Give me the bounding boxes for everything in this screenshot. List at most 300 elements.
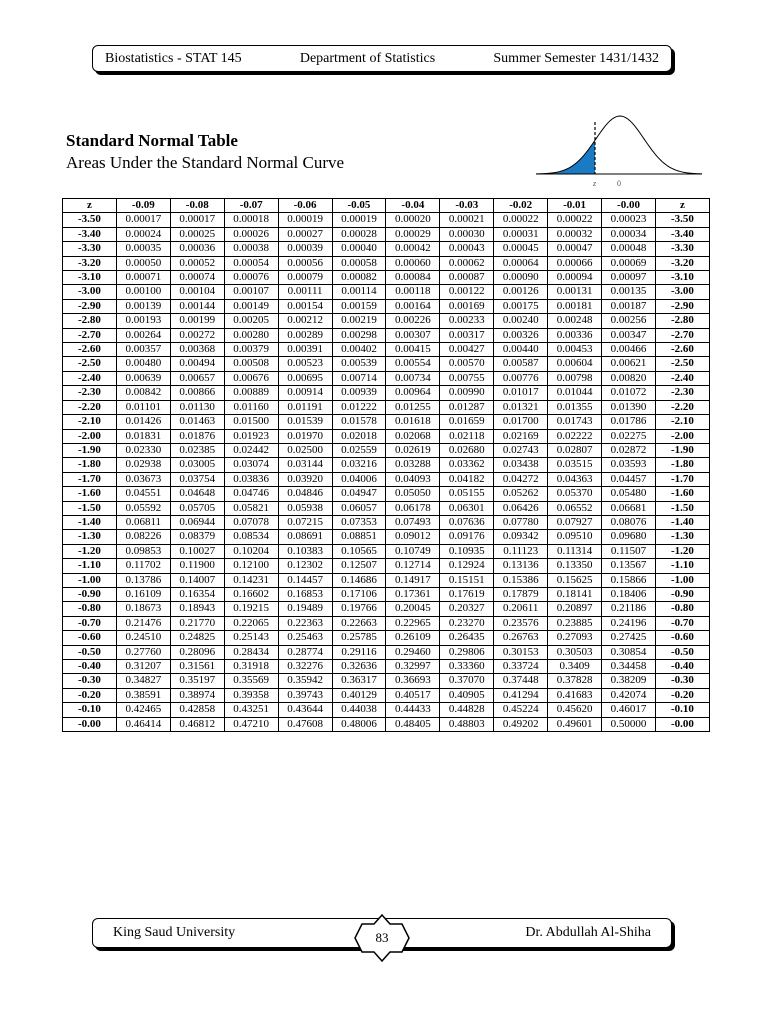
probability-cell: 0.16853	[278, 587, 332, 601]
page-header	[92, 45, 672, 72]
probability-cell: 0.01321	[494, 400, 548, 414]
probability-cell: 0.01130	[170, 400, 224, 414]
probability-cell: 0.02680	[440, 443, 494, 457]
probability-cell: 0.02275	[602, 429, 656, 443]
z-value-cell: -1.60	[63, 487, 117, 501]
probability-cell: 0.35942	[278, 674, 332, 688]
probability-cell: 0.08226	[116, 530, 170, 544]
probability-cell: 0.01923	[224, 429, 278, 443]
table-row	[63, 256, 710, 270]
probability-cell: 0.00107	[224, 285, 278, 299]
probability-cell: 0.30503	[548, 645, 602, 659]
probability-cell: 0.00064	[494, 256, 548, 270]
probability-cell: 0.32276	[278, 660, 332, 674]
probability-cell: 0.04006	[332, 472, 386, 486]
probability-cell: 0.01876	[170, 429, 224, 443]
z-value-cell: -2.90	[655, 299, 709, 313]
z-value-cell: -1.90	[63, 443, 117, 457]
probability-cell: 0.00018	[224, 213, 278, 227]
probability-cell: 0.38209	[602, 674, 656, 688]
probability-cell: 0.46414	[116, 717, 170, 731]
probability-cell: 0.05821	[224, 501, 278, 515]
probability-cell: 0.09853	[116, 544, 170, 558]
table-row	[63, 386, 710, 400]
probability-cell: 0.46812	[170, 717, 224, 731]
probability-cell: 0.40129	[332, 688, 386, 702]
header-course: Biostatistics - STAT 145	[105, 50, 242, 66]
probability-cell: 0.01222	[332, 400, 386, 414]
probability-cell: 0.34458	[602, 660, 656, 674]
table-row	[63, 357, 710, 371]
probability-cell: 0.10565	[332, 544, 386, 558]
probability-cell: 0.03673	[116, 472, 170, 486]
probability-cell: 0.49601	[548, 717, 602, 731]
probability-cell: 0.20045	[386, 602, 440, 616]
probability-cell: 0.01160	[224, 400, 278, 414]
probability-cell: 0.00045	[494, 242, 548, 256]
probability-cell: 0.12302	[278, 559, 332, 573]
probability-cell: 0.00554	[386, 357, 440, 371]
probability-cell: 0.00427	[440, 343, 494, 357]
probability-cell: 0.17106	[332, 587, 386, 601]
probability-cell: 0.01287	[440, 400, 494, 414]
probability-cell: 0.18673	[116, 602, 170, 616]
probability-cell: 0.00090	[494, 271, 548, 285]
probability-cell: 0.16602	[224, 587, 278, 601]
probability-cell: 0.00240	[494, 314, 548, 328]
probability-cell: 0.00169	[440, 299, 494, 313]
column-header: -0.08	[170, 199, 224, 213]
z-value-cell: -3.00	[655, 285, 709, 299]
column-header: -0.07	[224, 199, 278, 213]
z-value-cell: -0.00	[63, 717, 117, 731]
probability-cell: 0.09342	[494, 530, 548, 544]
footer-author: Dr. Abdullah Al-Shiha	[525, 925, 651, 940]
z-value-cell: -0.10	[655, 703, 709, 717]
probability-cell: 0.22065	[224, 616, 278, 630]
probability-cell: 0.35197	[170, 674, 224, 688]
probability-cell: 0.00368	[170, 343, 224, 357]
probability-cell: 0.25785	[332, 631, 386, 645]
probability-cell: 0.03074	[224, 458, 278, 472]
probability-cell: 0.01700	[494, 415, 548, 429]
z-value-cell: -2.70	[63, 328, 117, 342]
probability-cell: 0.02743	[494, 443, 548, 457]
probability-cell: 0.37828	[548, 674, 602, 688]
probability-cell: 0.12714	[386, 559, 440, 573]
probability-cell: 0.00082	[332, 271, 386, 285]
table-row	[63, 631, 710, 645]
table-row	[63, 616, 710, 630]
probability-cell: 0.00256	[602, 314, 656, 328]
probability-cell: 0.01578	[332, 415, 386, 429]
probability-cell: 0.17619	[440, 587, 494, 601]
probability-cell: 0.00199	[170, 314, 224, 328]
probability-cell: 0.00058	[332, 256, 386, 270]
footer-university: King Saud University	[113, 925, 236, 940]
probability-cell: 0.17361	[386, 587, 440, 601]
z-value-cell: -2.40	[63, 371, 117, 385]
probability-cell: 0.14457	[278, 573, 332, 587]
z-value-cell: -1.50	[63, 501, 117, 515]
probability-cell: 0.04947	[332, 487, 386, 501]
probability-cell: 0.00357	[116, 343, 170, 357]
probability-cell: 0.36693	[386, 674, 440, 688]
probability-cell: 0.42465	[116, 703, 170, 717]
probability-cell: 0.00038	[224, 242, 278, 256]
probability-cell: 0.00019	[278, 213, 332, 227]
probability-cell: 0.21770	[170, 616, 224, 630]
table-row	[63, 472, 710, 486]
probability-cell: 0.00523	[278, 357, 332, 371]
probability-cell: 0.47608	[278, 717, 332, 731]
probability-cell: 0.00071	[116, 271, 170, 285]
z-value-cell: -1.70	[63, 472, 117, 486]
probability-cell: 0.00035	[116, 242, 170, 256]
probability-cell: 0.41294	[494, 688, 548, 702]
z-value-cell: -2.30	[655, 386, 709, 400]
probability-cell: 0.40905	[440, 688, 494, 702]
z-value-cell: -1.70	[655, 472, 709, 486]
probability-cell: 0.00480	[116, 357, 170, 371]
probability-cell: 0.33724	[494, 660, 548, 674]
probability-cell: 0.02807	[548, 443, 602, 457]
probability-cell: 0.42074	[602, 688, 656, 702]
probability-cell: 0.02222	[548, 429, 602, 443]
column-header: -0.04	[386, 199, 440, 213]
table-row	[63, 314, 710, 328]
table-header-row	[63, 199, 710, 213]
probability-cell: 0.00280	[224, 328, 278, 342]
probability-cell: 0.00084	[386, 271, 440, 285]
table-row	[63, 544, 710, 558]
probability-cell: 0.00494	[170, 357, 224, 371]
probability-cell: 0.27093	[548, 631, 602, 645]
probability-cell: 0.00187	[602, 299, 656, 313]
z-value-cell: -1.30	[63, 530, 117, 544]
probability-cell: 0.23885	[548, 616, 602, 630]
probability-cell: 0.11123	[494, 544, 548, 558]
probability-cell: 0.00118	[386, 285, 440, 299]
probability-cell: 0.47210	[224, 717, 278, 731]
table-row	[63, 242, 710, 256]
table-row	[63, 285, 710, 299]
probability-cell: 0.06552	[548, 501, 602, 515]
probability-cell: 0.00336	[548, 328, 602, 342]
normal-curve-figure	[536, 108, 702, 190]
table-row	[63, 501, 710, 515]
probability-cell: 0.00047	[548, 242, 602, 256]
probability-cell: 0.02330	[116, 443, 170, 457]
probability-cell: 0.3409	[548, 660, 602, 674]
probability-cell: 0.14231	[224, 573, 278, 587]
probability-cell: 0.06944	[170, 515, 224, 529]
probability-cell: 0.07353	[332, 515, 386, 529]
probability-cell: 0.00212	[278, 314, 332, 328]
column-header: -0.05	[332, 199, 386, 213]
table-row	[63, 587, 710, 601]
probability-cell: 0.01463	[170, 415, 224, 429]
column-header: z	[63, 199, 117, 213]
probability-cell: 0.11900	[170, 559, 224, 573]
column-header: -0.03	[440, 199, 494, 213]
table-row	[63, 688, 710, 702]
probability-cell: 0.00539	[332, 357, 386, 371]
probability-cell: 0.33360	[440, 660, 494, 674]
probability-cell: 0.00052	[170, 256, 224, 270]
table-row	[63, 328, 710, 342]
z-value-cell: -3.30	[63, 242, 117, 256]
probability-cell: 0.03216	[332, 458, 386, 472]
probability-cell: 0.00755	[440, 371, 494, 385]
standard-normal-table	[62, 198, 710, 732]
probability-cell: 0.09680	[602, 530, 656, 544]
probability-cell: 0.10204	[224, 544, 278, 558]
probability-cell: 0.00043	[440, 242, 494, 256]
probability-cell: 0.03593	[602, 458, 656, 472]
probability-cell: 0.10383	[278, 544, 332, 558]
probability-cell: 0.01191	[278, 400, 332, 414]
probability-cell: 0.01355	[548, 400, 602, 414]
probability-cell: 0.00164	[386, 299, 440, 313]
probability-cell: 0.00326	[494, 328, 548, 342]
table-row	[63, 227, 710, 241]
probability-cell: 0.28096	[170, 645, 224, 659]
probability-cell: 0.00298	[332, 328, 386, 342]
probability-cell: 0.00248	[548, 314, 602, 328]
z-value-cell: -0.10	[63, 703, 117, 717]
probability-cell: 0.40517	[386, 688, 440, 702]
z-value-cell: -0.20	[655, 688, 709, 702]
probability-cell: 0.38591	[116, 688, 170, 702]
table-row	[63, 415, 710, 429]
probability-cell: 0.00964	[386, 386, 440, 400]
probability-cell: 0.00021	[440, 213, 494, 227]
z-value-cell: -0.70	[63, 616, 117, 630]
probability-cell: 0.07780	[494, 515, 548, 529]
probability-cell: 0.02500	[278, 443, 332, 457]
probability-cell: 0.38974	[170, 688, 224, 702]
probability-cell: 0.07078	[224, 515, 278, 529]
z-value-cell: -1.40	[63, 515, 117, 529]
header-semester: Summer Semester 1431/1432	[493, 50, 659, 66]
probability-cell: 0.00094	[548, 271, 602, 285]
z-value-cell: -1.80	[655, 458, 709, 472]
probability-cell: 0.02169	[494, 429, 548, 443]
probability-cell: 0.00111	[278, 285, 332, 299]
probability-cell: 0.13786	[116, 573, 170, 587]
probability-cell: 0.18943	[170, 602, 224, 616]
probability-cell: 0.30854	[602, 645, 656, 659]
probability-cell: 0.08851	[332, 530, 386, 544]
z-value-cell: -0.90	[63, 587, 117, 601]
probability-cell: 0.11314	[548, 544, 602, 558]
probability-cell: 0.26435	[440, 631, 494, 645]
probability-cell: 0.00066	[548, 256, 602, 270]
probability-cell: 0.14686	[332, 573, 386, 587]
probability-cell: 0.01500	[224, 415, 278, 429]
probability-cell: 0.00114	[332, 285, 386, 299]
z-value-cell: -2.40	[655, 371, 709, 385]
probability-cell: 0.00939	[332, 386, 386, 400]
probability-cell: 0.19489	[278, 602, 332, 616]
z-value-cell: -3.10	[655, 271, 709, 285]
z-value-cell: -2.20	[63, 400, 117, 414]
probability-cell: 0.03515	[548, 458, 602, 472]
probability-cell: 0.00104	[170, 285, 224, 299]
column-header: -0.06	[278, 199, 332, 213]
probability-cell: 0.00604	[548, 357, 602, 371]
z-value-cell: -0.50	[63, 645, 117, 659]
probability-cell: 0.44828	[440, 703, 494, 717]
probability-cell: 0.25463	[278, 631, 332, 645]
probability-cell: 0.00639	[116, 371, 170, 385]
probability-cell: 0.04093	[386, 472, 440, 486]
table-row	[63, 530, 710, 544]
z-value-cell: -0.90	[655, 587, 709, 601]
probability-cell: 0.00842	[116, 386, 170, 400]
probability-cell: 0.00039	[278, 242, 332, 256]
z-value-cell: -0.30	[655, 674, 709, 688]
z-value-cell: -2.00	[655, 429, 709, 443]
table-row	[63, 429, 710, 443]
probability-cell: 0.00017	[170, 213, 224, 227]
probability-cell: 0.00100	[116, 285, 170, 299]
probability-cell: 0.00453	[548, 343, 602, 357]
probability-cell: 0.07493	[386, 515, 440, 529]
probability-cell: 0.11702	[116, 559, 170, 573]
probability-cell: 0.39743	[278, 688, 332, 702]
probability-cell: 0.19766	[332, 602, 386, 616]
probability-cell: 0.00097	[602, 271, 656, 285]
probability-cell: 0.00219	[332, 314, 386, 328]
z-value-cell: -3.30	[655, 242, 709, 256]
probability-cell: 0.00193	[116, 314, 170, 328]
probability-cell: 0.00154	[278, 299, 332, 313]
probability-cell: 0.03438	[494, 458, 548, 472]
probability-cell: 0.27760	[116, 645, 170, 659]
z-value-cell: -1.10	[655, 559, 709, 573]
probability-cell: 0.03754	[170, 472, 224, 486]
table-row	[63, 602, 710, 616]
probability-cell: 0.24510	[116, 631, 170, 645]
z-value-cell: -1.00	[63, 573, 117, 587]
probability-cell: 0.00587	[494, 357, 548, 371]
probability-cell: 0.13567	[602, 559, 656, 573]
probability-cell: 0.00029	[386, 227, 440, 241]
probability-cell: 0.00820	[602, 371, 656, 385]
probability-cell: 0.00347	[602, 328, 656, 342]
probability-cell: 0.02018	[332, 429, 386, 443]
probability-cell: 0.00676	[224, 371, 278, 385]
probability-cell: 0.21476	[116, 616, 170, 630]
probability-cell: 0.20897	[548, 602, 602, 616]
probability-cell: 0.00027	[278, 227, 332, 241]
probability-cell: 0.24196	[602, 616, 656, 630]
probability-cell: 0.02442	[224, 443, 278, 457]
table-row	[63, 660, 710, 674]
probability-cell: 0.00734	[386, 371, 440, 385]
probability-cell: 0.43251	[224, 703, 278, 717]
probability-cell: 0.04363	[548, 472, 602, 486]
probability-cell: 0.00024	[116, 227, 170, 241]
probability-cell: 0.01743	[548, 415, 602, 429]
z-value-cell: -2.90	[63, 299, 117, 313]
table-row	[63, 487, 710, 501]
probability-cell: 0.00028	[332, 227, 386, 241]
probability-cell: 0.32997	[386, 660, 440, 674]
table-row	[63, 515, 710, 529]
z-value-cell: -1.60	[655, 487, 709, 501]
z-value-cell: -2.70	[655, 328, 709, 342]
probability-cell: 0.00391	[278, 343, 332, 357]
z-value-cell: -0.40	[63, 660, 117, 674]
probability-cell: 0.49202	[494, 717, 548, 731]
table-row	[63, 271, 710, 285]
probability-cell: 0.10027	[170, 544, 224, 558]
probability-cell: 0.00149	[224, 299, 278, 313]
probability-cell: 0.00181	[548, 299, 602, 313]
probability-cell: 0.32636	[332, 660, 386, 674]
probability-cell: 0.06426	[494, 501, 548, 515]
probability-cell: 0.44433	[386, 703, 440, 717]
probability-cell: 0.01831	[116, 429, 170, 443]
probability-cell: 0.05262	[494, 487, 548, 501]
probability-cell: 0.03288	[386, 458, 440, 472]
z-value-cell: -1.00	[655, 573, 709, 587]
z-value-cell: -1.80	[63, 458, 117, 472]
probability-cell: 0.05155	[440, 487, 494, 501]
table-row	[63, 400, 710, 414]
probability-cell: 0.00379	[224, 343, 278, 357]
probability-cell: 0.01044	[548, 386, 602, 400]
probability-cell: 0.01786	[602, 415, 656, 429]
probability-cell: 0.15386	[494, 573, 548, 587]
probability-cell: 0.00054	[224, 256, 278, 270]
probability-cell: 0.36317	[332, 674, 386, 688]
column-header: z	[655, 199, 709, 213]
probability-cell: 0.00272	[170, 328, 224, 342]
probability-cell: 0.31207	[116, 660, 170, 674]
probability-cell: 0.02118	[440, 429, 494, 443]
probability-cell: 0.07927	[548, 515, 602, 529]
probability-cell: 0.00144	[170, 299, 224, 313]
probability-cell: 0.22965	[386, 616, 440, 630]
probability-cell: 0.00317	[440, 328, 494, 342]
probability-cell: 0.00135	[602, 285, 656, 299]
probability-cell: 0.15866	[602, 573, 656, 587]
probability-cell: 0.45224	[494, 703, 548, 717]
table-row	[63, 645, 710, 659]
probability-cell: 0.04457	[602, 472, 656, 486]
probability-cell: 0.01618	[386, 415, 440, 429]
probability-cell: 0.00139	[116, 299, 170, 313]
probability-cell: 0.02872	[602, 443, 656, 457]
probability-cell: 0.48405	[386, 717, 440, 731]
probability-cell: 0.25143	[224, 631, 278, 645]
probability-cell: 0.37448	[494, 674, 548, 688]
probability-cell: 0.28434	[224, 645, 278, 659]
probability-cell: 0.44038	[332, 703, 386, 717]
probability-cell: 0.00017	[116, 213, 170, 227]
zero-axis-label: 0	[617, 179, 621, 188]
probability-cell: 0.06681	[602, 501, 656, 515]
probability-cell: 0.00889	[224, 386, 278, 400]
page-number: 83	[375, 930, 389, 945]
probability-cell: 0.24825	[170, 631, 224, 645]
probability-cell: 0.00023	[602, 213, 656, 227]
table-row	[63, 299, 710, 313]
